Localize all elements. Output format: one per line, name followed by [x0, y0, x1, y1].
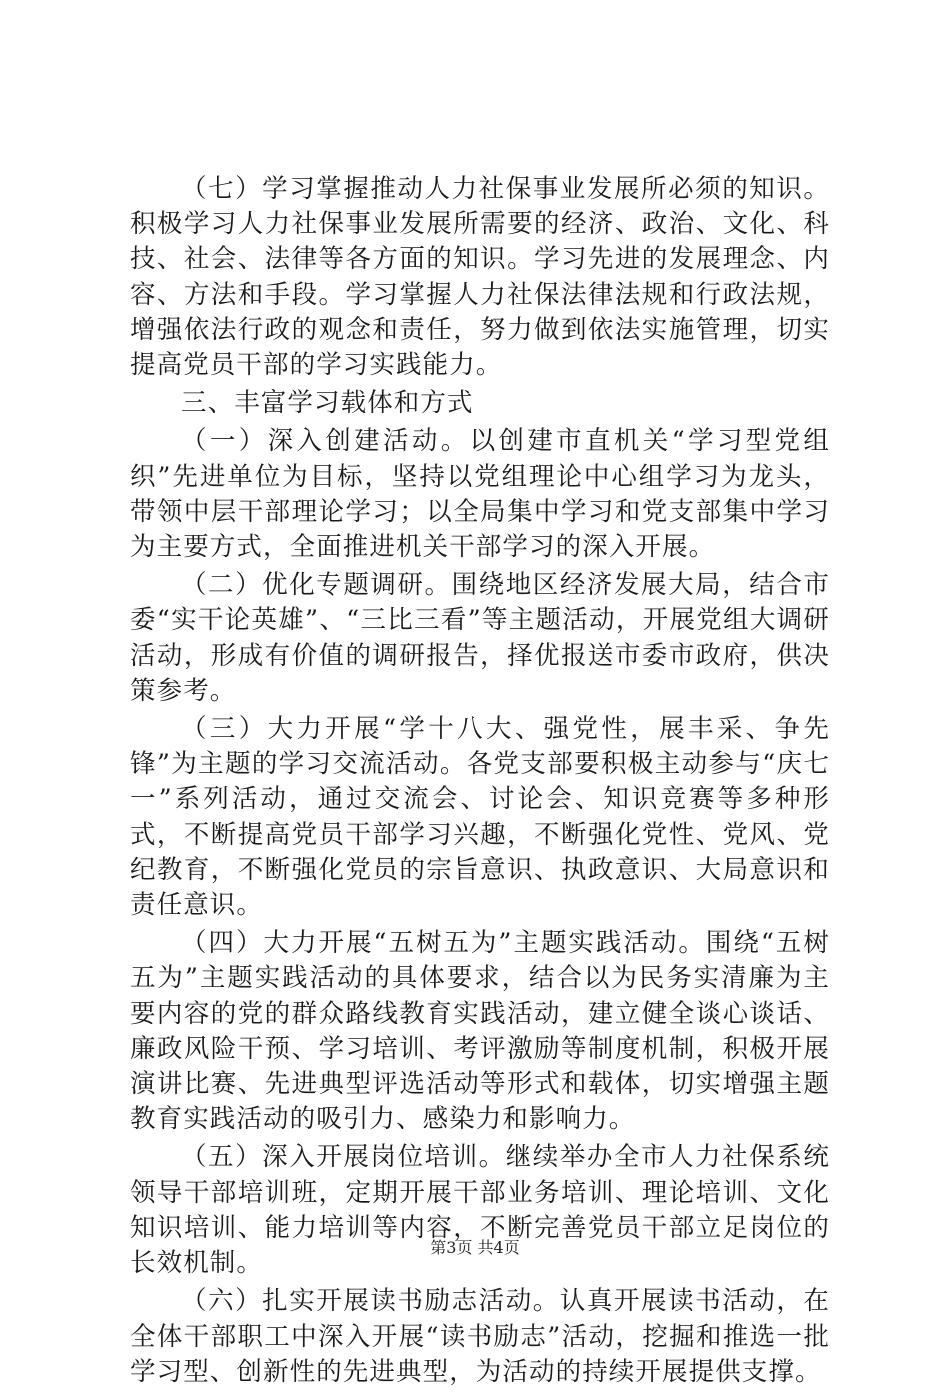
document-body: [130, 172, 830, 1393]
section-heading-3: 三、丰富学习载体和方式: [181, 388, 474, 419]
paragraph-item-2: （二）优化专题调研。围绕地区经济发展大局，结合市委“实干论英雄”、“三比三看”等主题活动，开展党组大调研活动，形成有价值的调研报告，择优报送市委市政府，供决策参考。: [130, 570, 830, 706]
paragraph-item-6: （六）扎实开展读书励志活动。认真开展读书活动，在全体干部职工中深入开展“读书励志”活动，挖掘和推选一批学习型、创新性的先进典型，为活动的持续开展提供支撑。: [130, 1286, 830, 1387]
paragraph-item-5: （五）深入开展岗位培训。继续举办全市人力社保系统领导干部培训班，定期开展干部业务培训、理论培训、文化知识培训、能力培训等内容，不断完善党员干部立足岗位的长效机制。: [130, 1142, 830, 1279]
paragraph-item-4: （四）大力开展“五树五为”主题实践活动。围绕“五树五为”主题实践活动的具体要求，结合以为民务实清廉为主要内容的党的群众路线教育实践活动，建立健全谈心谈话、廉政风险干预、学习培训、考评激励等制度机制，积极开展演讲比赛、先进典型评选活动等形式和载体，切实增强主题教育实践活动的吸引力、感染力和影响力。: [130, 928, 830, 1135]
paragraph-section-7: （七）学习掌握推动人力社保事业发展所必须的知识。积极学习人力社保事业发展所需要的经济、政治、文化、科技、社会、法律等各方面的知识。学习先进的发展理念、内容、方法和手段。学习掌握人力社保法律法规和行政法规，增强依法行政的观念和责任，努力做到依法实施管理，切实提高党员干部的学习实践能力。: [130, 174, 830, 381]
paragraph-item-3: （三）大力开展“学十八大、强党性，展丰采、争先锋”为主题的学习交流活动。各党支部要积极主动参与“庆七一”系列活动，通过交流会、讨论会、知识竞赛等多种形式，不断提高党员干部学习兴趣，不断强化党性、党风、党纪教育，不断强化党员的宗旨意识、执政意识、大局意识和责任意识。: [130, 714, 830, 921]
paragraph-item-1: （一）深入创建活动。以创建市直机关“学习型党组织”先进单位为目标，坚持以党组理论中心组学习为龙头，带领中层干部理论学习；以全局集中学习和党支部集中学习为主要方式，全面推进机关干部学习的深入开展。: [130, 426, 830, 563]
page-number-footer: 第3页 共4页: [430, 1238, 520, 1257]
